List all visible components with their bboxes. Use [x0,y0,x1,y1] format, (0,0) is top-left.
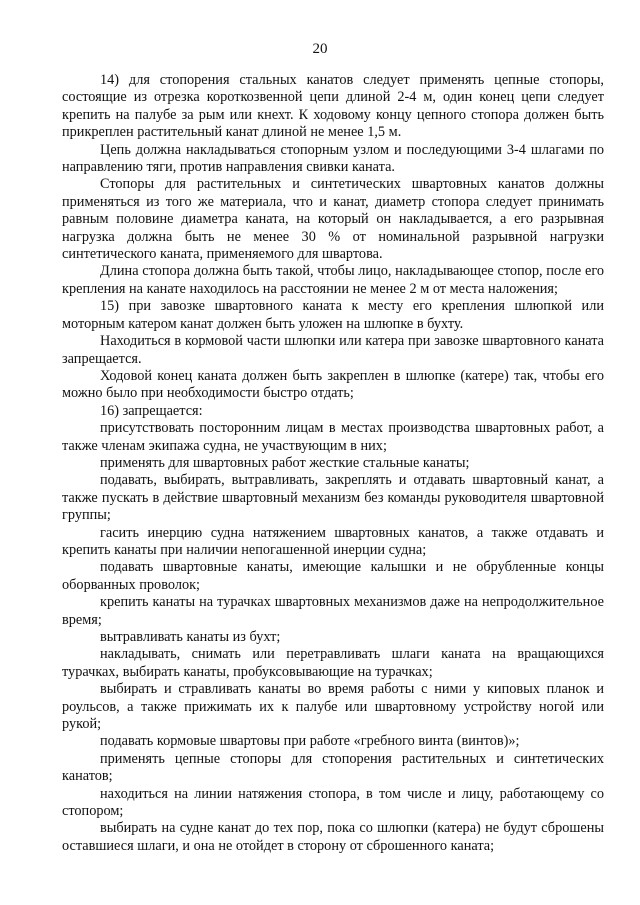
paragraph: Цепь должна накладываться стопорным узлом и последующими 3-4 шлагами по направлению тяги, против направления свивки каната. [62,141,604,176]
paragraph: Ходовой конец каната должен быть закреплен в шлюпке (катере) так, чтобы его можно было при необходимости быстро отдать; [62,367,604,402]
paragraph: вытравливать канаты из бухт; [100,629,281,645]
paragraph: Длина стопора должна быть такой, чтобы лицо, накладывающее стопор, после его крепления на канате находилось на расстоянии не менее 2 м от места наложения; [62,263,604,297]
paragraph: подавать, выбирать, вытравливать, закреплять и отдавать швартовный канат, а также пускать в действие швартовный механизм без команды руководителя швартовной группы; [62,472,604,524]
body-text [62,72,604,855]
paragraph: 15) при завозке швартовного каната к месту его крепления шлюпкой или моторным катером канат должен быть уложен на шлюпке в бухту. [62,298,604,332]
paragraph: находиться на линии натяжения стопора, в том числе и лицу, работающему со стопором; [62,785,604,820]
paragraph: подавать швартовные канаты, имеющие калышки и не обрубленные концы оборванных проволок; [62,559,604,593]
paragraph: Находиться в кормовой части шлюпки или катера при завозке швартовного каната запрещается. [62,333,604,367]
paragraph: 16) запрещается: [100,402,203,419]
paragraph: присутствовать посторонним лицам в местах производства швартовных работ, а также членам экипажа судна, не участвующим в них; [62,420,604,454]
paragraph: 14) для стопорения стальных канатов следует применять цепные стопоры, состоящие из отрезка короткозвенной цепи длиной 2-4 м, один конец цепи следует крепить на палубе за рым или кнехт. К ходовому концу цепного стопора должен быть прикреплен растительный канат длиной не менее 1,5 м. [62,72,604,141]
paragraph: применять для швартовных работ жесткие стальные канаты; [100,454,470,471]
paragraph: Стопоры для растительных и синтетических швартовных канатов должны применяться из того же материала, что и канат, диаметр стопора следует принимать равным половине диаметра каната, на который он накладывается, а его разрывная нагрузка должна быть не менее 30 % от номинальной разрывной нагрузки синтетического каната, применяемого для швартова. [62,176,604,263]
paragraph: подавать кормовые швартовы при работе «гребного винта (винтов)»; [100,733,520,750]
paragraph: применять цепные стопоры для стопорения растительных и синтетических канатов; [62,750,604,785]
paragraph: накладывать, снимать или перетравливать шлаги каната на вращающихся турачках, выбирать канаты, пробуксовывающие на турачках; [62,646,604,680]
paragraph: крепить канаты на турачках швартовных механизмов даже на непродолжительное время; [62,594,604,628]
paragraph: выбирать и стравливать канаты во время работы с ними у киповых планок и роульсов, а также прижимать их к палубе или швартовному устройству ногой или рукой; [62,681,604,733]
page-number: 20 [312,41,328,57]
paragraph: выбирать на судне канат до тех пор, пока со шлюпки (катера) не будут сброшены оставшиеся шлаги, и она не отойдет в сторону от сброшенного каната; [62,820,604,854]
paragraph: гасить инерцию судна натяжением швартовных канатов, а также отдавать и крепить канаты при наличии непогашенной инерции судна; [62,524,604,558]
